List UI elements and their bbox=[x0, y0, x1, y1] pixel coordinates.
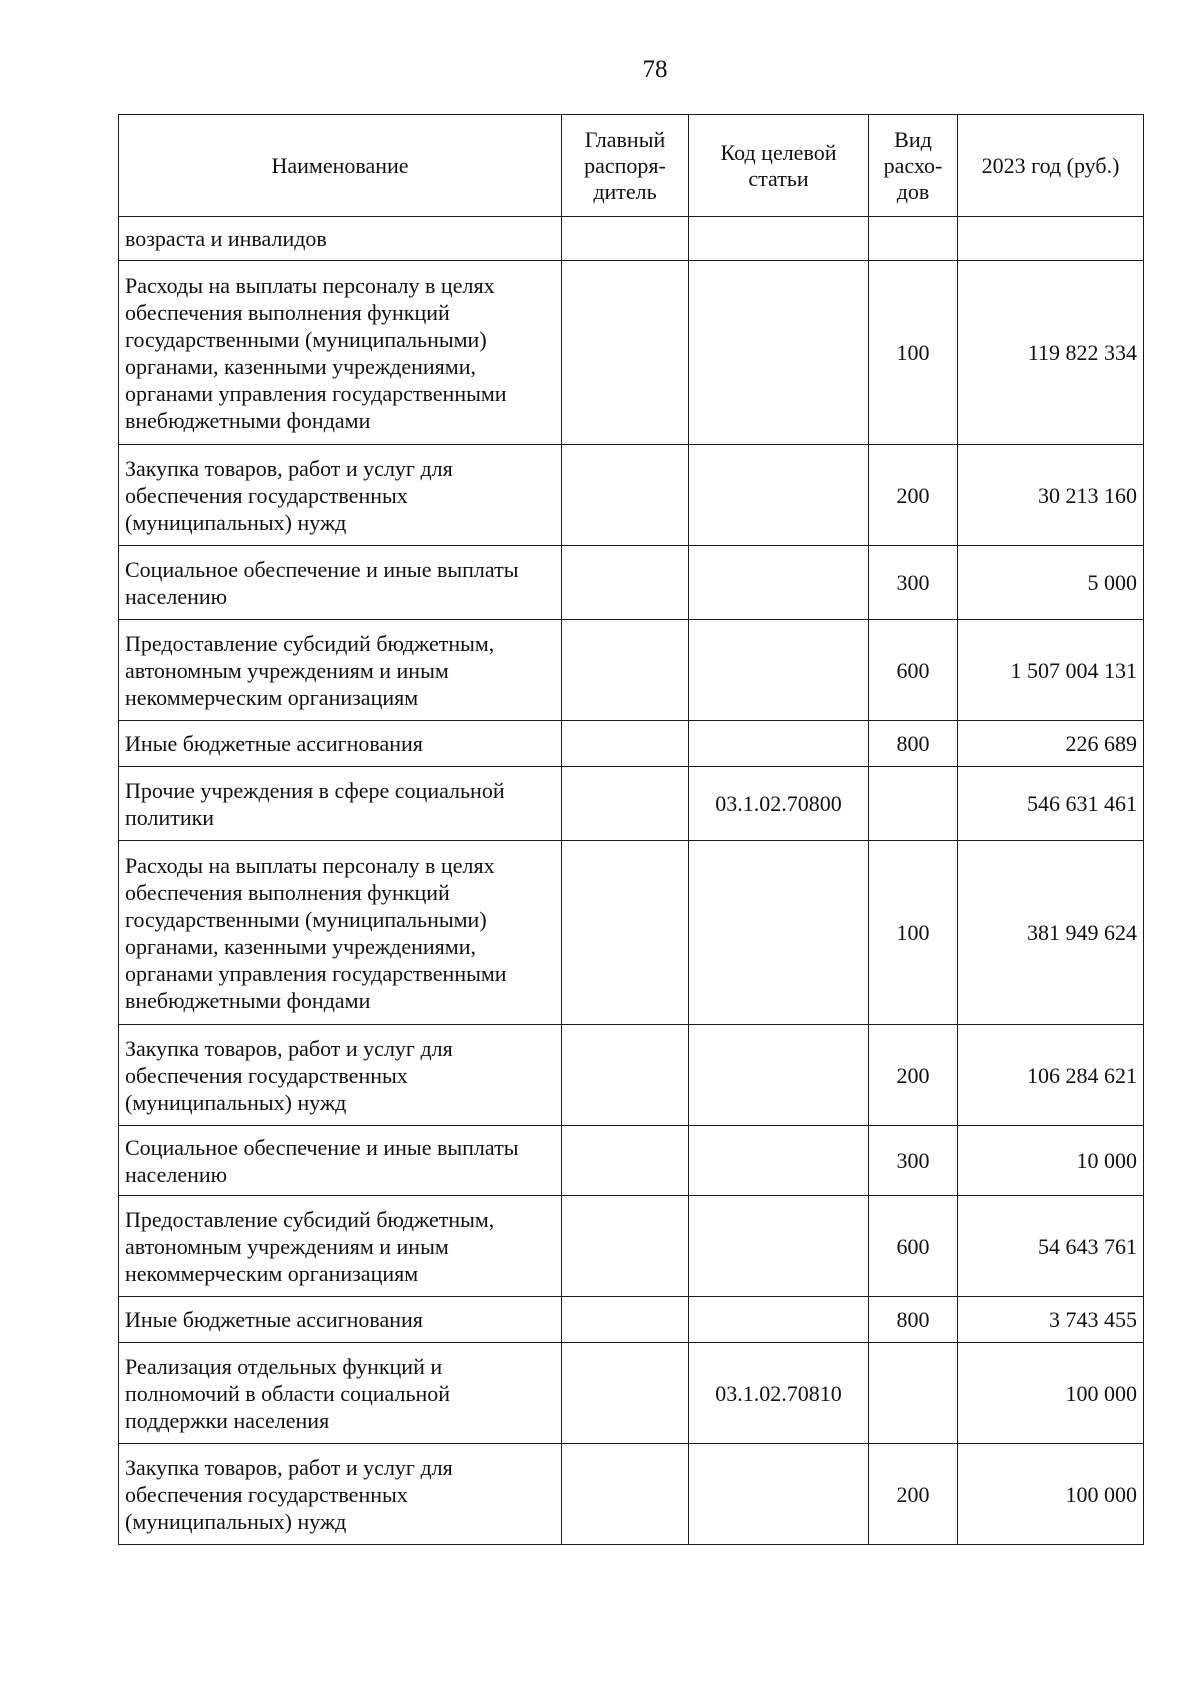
header-target-code: Код целевой статьи bbox=[689, 115, 869, 217]
row-main-manager bbox=[562, 1126, 689, 1196]
row-kind: 200 bbox=[869, 1025, 958, 1126]
table-row bbox=[119, 1444, 1144, 1545]
row-amount: 381 949 624 bbox=[958, 841, 1144, 1025]
row-code bbox=[689, 546, 869, 620]
table-row bbox=[119, 217, 1144, 261]
row-name: возраста и инвалидов bbox=[119, 217, 562, 261]
row-name: Предоставление субсидий бюджетным, автономным учреждениям и иным некоммерческим организациям bbox=[119, 620, 562, 721]
row-amount: 546 631 461 bbox=[958, 767, 1144, 841]
table-row bbox=[119, 1343, 1144, 1444]
row-code bbox=[689, 1126, 869, 1196]
table-row bbox=[119, 767, 1144, 841]
row-amount: 1 507 004 131 bbox=[958, 620, 1144, 721]
row-main-manager bbox=[562, 1343, 689, 1444]
row-code bbox=[689, 1196, 869, 1297]
row-kind: 100 bbox=[869, 261, 958, 445]
row-code: 03.1.02.70810 bbox=[689, 1343, 869, 1444]
row-kind: 600 bbox=[869, 1196, 958, 1297]
header-expense-type: Вид расхо-дов bbox=[869, 115, 958, 217]
row-code bbox=[689, 1444, 869, 1545]
row-kind: 300 bbox=[869, 546, 958, 620]
row-kind: 200 bbox=[869, 1444, 958, 1545]
row-amount: 54 643 761 bbox=[958, 1196, 1144, 1297]
table-row bbox=[119, 445, 1144, 546]
table-row bbox=[119, 620, 1144, 721]
row-code bbox=[689, 721, 869, 767]
table-row bbox=[119, 1297, 1144, 1343]
row-name: Расходы на выплаты персоналу в целях обеспечения выполнения функций государственными (муниципальными) органами, казенными учреждениями, органами управления государственными внебюджетными фондами bbox=[119, 841, 562, 1025]
row-code bbox=[689, 217, 869, 261]
row-main-manager bbox=[562, 217, 689, 261]
budget-table bbox=[118, 114, 1144, 1545]
row-code bbox=[689, 620, 869, 721]
row-kind bbox=[869, 217, 958, 261]
row-name: Закупка товаров, работ и услуг для обеспечения государственных (муниципальных) нужд bbox=[119, 1025, 562, 1126]
row-main-manager bbox=[562, 445, 689, 546]
row-name: Иные бюджетные ассигнования bbox=[119, 1297, 562, 1343]
row-main-manager bbox=[562, 767, 689, 841]
row-main-manager bbox=[562, 620, 689, 721]
row-main-manager bbox=[562, 1196, 689, 1297]
header-amount: 2023 год (руб.) bbox=[958, 115, 1144, 217]
table-header-row bbox=[119, 115, 1144, 217]
row-kind: 300 bbox=[869, 1126, 958, 1196]
row-name: Прочие учреждения в сфере социальной политики bbox=[119, 767, 562, 841]
row-name: Социальное обеспечение и иные выплаты населению bbox=[119, 546, 562, 620]
row-name: Расходы на выплаты персоналу в целях обеспечения выполнения функций государственными (муниципальными) органами, казенными учреждениями, органами управления государственными внебюджетными фондами bbox=[119, 261, 562, 445]
page-number: 78 bbox=[642, 56, 668, 83]
table-row bbox=[119, 261, 1144, 445]
row-amount: 5 000 bbox=[958, 546, 1144, 620]
table-row bbox=[119, 1196, 1144, 1297]
row-name: Закупка товаров, работ и услуг для обеспечения государственных (муниципальных) нужд bbox=[119, 445, 562, 546]
row-name: Реализация отдельных функций и полномочий в области социальной поддержки населения bbox=[119, 1343, 562, 1444]
row-kind bbox=[869, 1343, 958, 1444]
row-name: Иные бюджетные ассигнования bbox=[119, 721, 562, 767]
table-row bbox=[119, 546, 1144, 620]
row-code bbox=[689, 261, 869, 445]
row-name: Предоставление субсидий бюджетным, автономным учреждениям и иным некоммерческим организациям bbox=[119, 1196, 562, 1297]
table-row bbox=[119, 1025, 1144, 1126]
table-row bbox=[119, 1126, 1144, 1196]
row-kind bbox=[869, 767, 958, 841]
row-main-manager bbox=[562, 1444, 689, 1545]
header-name: Наименование bbox=[119, 115, 562, 217]
row-kind: 200 bbox=[869, 445, 958, 546]
row-main-manager bbox=[562, 1025, 689, 1126]
row-amount: 100 000 bbox=[958, 1343, 1144, 1444]
row-main-manager bbox=[562, 721, 689, 767]
row-amount: 30 213 160 bbox=[958, 445, 1144, 546]
row-kind: 800 bbox=[869, 721, 958, 767]
row-kind: 800 bbox=[869, 1297, 958, 1343]
table-row bbox=[119, 721, 1144, 767]
row-amount: 3 743 455 bbox=[958, 1297, 1144, 1343]
row-amount bbox=[958, 217, 1144, 261]
row-main-manager bbox=[562, 546, 689, 620]
row-amount: 100 000 bbox=[958, 1444, 1144, 1545]
row-code bbox=[689, 445, 869, 546]
row-amount: 119 822 334 bbox=[958, 261, 1144, 445]
table-row bbox=[119, 841, 1144, 1025]
row-amount: 106 284 621 bbox=[958, 1025, 1144, 1126]
row-code bbox=[689, 1025, 869, 1126]
row-kind: 100 bbox=[869, 841, 958, 1025]
row-amount: 226 689 bbox=[958, 721, 1144, 767]
row-name: Социальное обеспечение и иные выплаты населению bbox=[119, 1126, 562, 1196]
row-amount: 10 000 bbox=[958, 1126, 1144, 1196]
row-main-manager bbox=[562, 1297, 689, 1343]
row-main-manager bbox=[562, 841, 689, 1025]
row-name: Закупка товаров, работ и услуг для обеспечения государственных (муниципальных) нужд bbox=[119, 1444, 562, 1545]
row-code bbox=[689, 841, 869, 1025]
row-code bbox=[689, 1297, 869, 1343]
row-main-manager bbox=[562, 261, 689, 445]
header-main-manager: Главный распоря-дитель bbox=[562, 115, 689, 217]
row-kind: 600 bbox=[869, 620, 958, 721]
row-code: 03.1.02.70800 bbox=[689, 767, 869, 841]
